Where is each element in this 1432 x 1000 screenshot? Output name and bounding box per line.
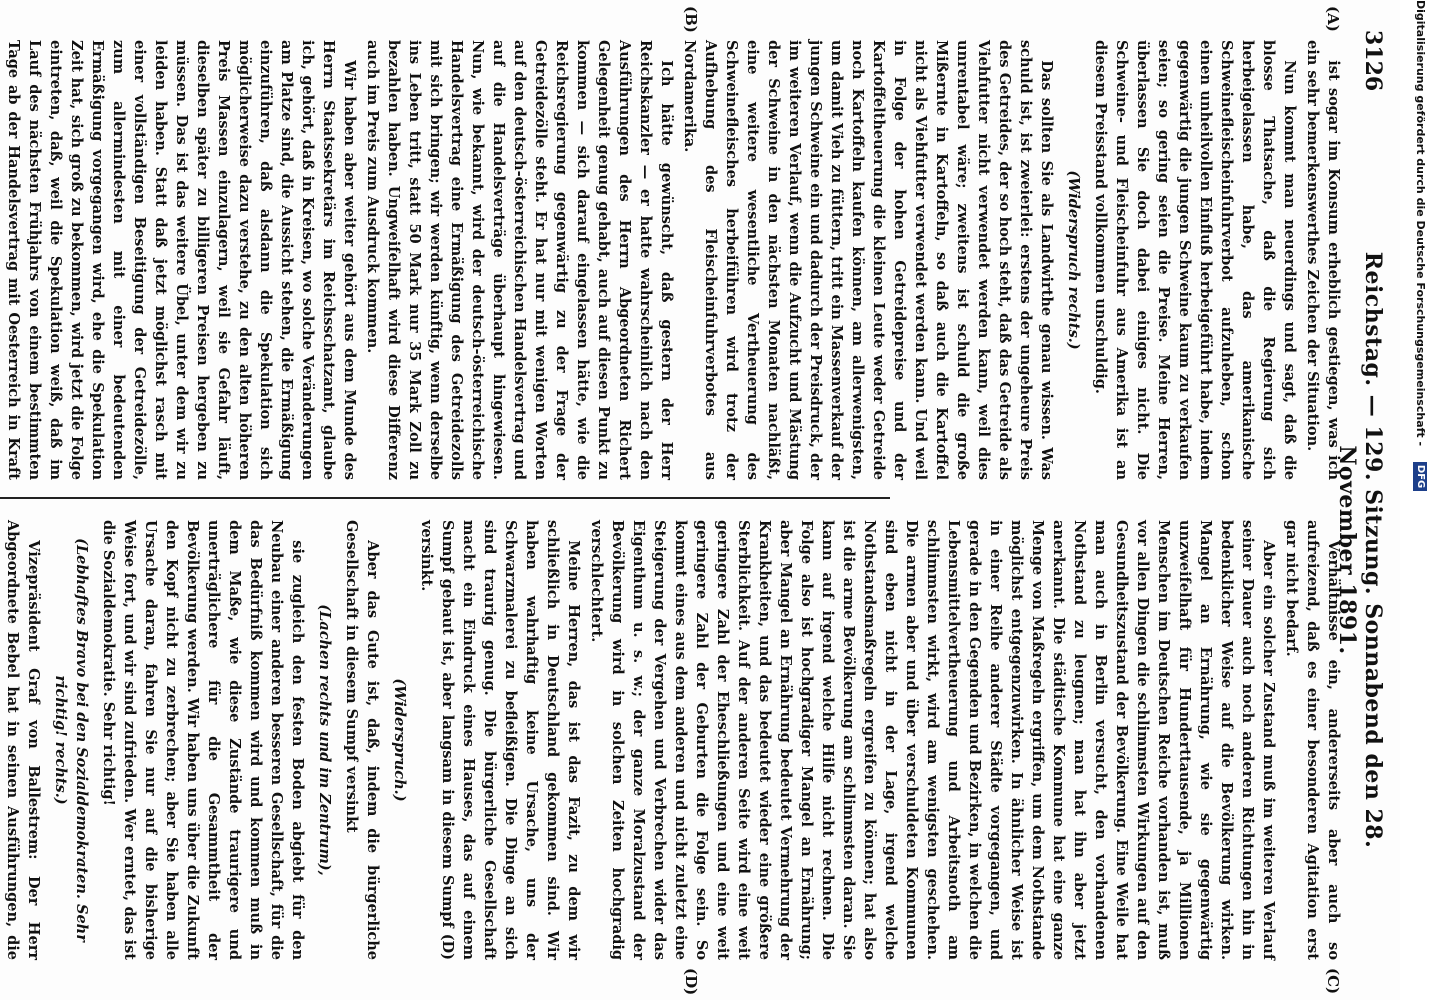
interjection: (Widerspruch rechts.) <box>1065 170 1082 350</box>
paragraph: Das sollten Sie als Landwirthe genau wissen. Was schuld ist, ist zweierlei: erstens der ungeheure Preis des Getreides, der so hoch steht, daß das Getreide als Viehfutter nicht verwendet werden kann, weil dies unrentabel wäre; zweitens ist schuld die große Mißernte in Kartoffeln, so daß auch die Kartoffel nicht als Viehfutter verwendet werden kann. Und weil in Folge der hohen Getreidepreise und der Kartoffeltheuerung die kleinen Leute weder Getreide noch Kartoffeln kaufen können, am allerwenigsten, um damit Vieh zu füttern, tritt ein Massenverkauf der jungen Schweine ein und dadurch der Preisdruck, der im weiteren Verlauf, wenn die Aufzucht und Mästung der Schweine in den nächsten Monaten nachläßt, eine weitere wesentliche Vertheuerung des Schweinefleisches herbeiführen wird trotz der Aufhebung des Fleischeinfuhrverbotes aus Nordamerika. <box>681 40 1055 480</box>
page-header <box>1334 30 1390 970</box>
paragraph: Wir haben aber weiter gehört aus dem Munde des Herrn Staatssekretärs im Reichsschatzamt, glaube ich, gehört, daß in Kreisen, wo solche Veränderungen am Platze sind, die Aussicht stehen, die Ermäßigung einzuführen, daß alsdann die Spekulation sich möglicherweise dazu verstehe, zu den alten höheren Preis Massen einzulagern, weil sie Gefahr läuft, dieselben später zu billigeren Preisen hergeben zu müssen. Das ist das weitere Übel, unter dem wir zu leiden haben. Statt daß jetzt möglichst rasch mit einer vollständigen Beseitigung der Getreidezölle, zum allermindesten mit einer bedeutenden Ermäßigung vorgegangen wird, ehe die Spekulation Zeit hat, sich groß zu bekommen, wird jetzt die Folge eintreten, daß, weil die Spekulation weiß, daß im Lauf des nächsten Frühjahrs von einem bestimmten Tage ab der Handelsvertrag mit Oesterreich in Kraft <box>5 40 358 480</box>
margin-marker-d: (D) <box>682 968 700 996</box>
interjection: (Lachen rechts und im Zentrum), <box>316 604 333 876</box>
page-number: 3126 <box>1360 30 1386 92</box>
paragraph: Nun kommt man neuerdings und sagt, daß die blosse Thatsache, daß die Regierung sich herbeigelassen habe, das amerikanische Schweinefleischeinfuhrverbot aufzuheben, schon einen unheilvollen Einfluß herbeigeführt habe, indem gegenwärtig die jungen Schweine kaum zu verkaufen seien; so gering seien die Preise. Meine Herren, überlassen Sie doch dabei einiges nicht. Die Schweine- und Fleischeinfuhr aus Amerika ist an diesem Preisstand vollkommen unschuldig. <box>1092 40 1298 480</box>
margin-marker-a: (A) <box>1324 6 1342 32</box>
paragraph: Aber das Gute ist, daß, indem die bürgerliche Gesellschaft in diesem Sumpf versinkt <box>343 520 381 960</box>
column-divider <box>0 497 890 499</box>
footer-text: Digitalisierung gefördert durch die Deutsche Forschungsgemeinschaft - <box>1414 0 1427 447</box>
interjection: (Lebhaftes Bravo bei den Sozialdemokraten. Sehr richtig! rechts.) <box>52 538 90 942</box>
footer-credit <box>1408 0 1432 1000</box>
paragraph: Vizepräsident Graf von Ballestrem: Der Herr Abgeordnete Bebel hat in seinen Ausführungen, die <box>4 520 42 960</box>
paragraph: ist sogar im Konsum erheblich gestiegen, was ich ein sehr bemerkenswerthes Zeichen der Situation. <box>1304 40 1342 480</box>
paragraph: Meine Herren, das ist das Fazit, zu dem wir schließlich in Deutschland gekommen sind. Wir haben wahrhaftig keine Ursache, uns der Schwarzmalerei zu befleißigen. Die Dinge an sich sind traurig genug. Die bürgerliche Gesellschaft macht ein Eindruck eines Hauses, das auf einem Sumpf gebaut ist, aber langsam in diesem Sumpf (D) versinkt. <box>418 520 582 960</box>
page-title: Reichstag. — 129. Sitzung. Sonnabend den 28. November 1891. <box>1334 251 1386 849</box>
interjection: (Widerspruch.) <box>391 678 408 802</box>
paragraph: Verhältnisse ein, andererseits aber auch so aufreizend, daß es einer besonderen Agitation erst gar nicht bedarf. <box>1283 520 1342 960</box>
left-column <box>5 40 1344 480</box>
margin-marker-c: (C) <box>1324 968 1342 995</box>
paragraph: sie zugleich den festen Boden abgiebt für den Neubau einer anderen besseren Gesellschaft, für die das Bedürfniß kommen wird und kommen muß in dem Maße, wie diese Zustände traurigere und unerträglichere für die Gesammtheit der Bevölkerung werden. Wir haben uns über die Zukunft den Kopf nicht zu zerbrechen; aber Sie haben alle Ursache daran, fahren Sie nur auf die bisherige Weise fort, und wir sind zufrieden. Wer erntet, das ist die Sozialdemokratie. Sehr richtig! <box>100 520 306 960</box>
dfg-logo-icon: DFG <box>1413 462 1427 491</box>
margin-marker-b: (B) <box>682 6 700 33</box>
paragraph: Ich hätte gewünscht, daß gestern der Herr Reichskanzler — er hatte wahrscheinlich nach den Ausführungen des Herrn Abgeordneten Richert Gelegenheit genug gehabt, auch auf diesen Punkt zu kommen — sich darauf eingelassen hätte, wie die Reichsregierung gegenwärtig zu der Frage der Getreidezölle steht. Er hat nur mit wenigen Worten auf den deutsch-österreichischen Handelsvertrag und auf die Handelsverträge überhaupt hingewiesen. Nun, wie bekannt, wird der deutsch-österreichische Handelsvertrag eine Ermäßigung des Getreidezolls mit sich bringen; wir werden künftig, wenn derselbe ins Leben tritt, statt 50 Mark nur 35 Mark Zoll zu bezahlen haben. Ungweifelhaft wird diese Differenz auch im Preis zum Ausdruck kommen. <box>364 40 675 480</box>
paragraph: Aber ein solcher Zustand muß im weiteren Verlauf seiner Dauer auch noch anderen Richtungen hin in bedenklicher Weise auf die Bevölkerung wirken. Mangel an Ernährung, wie sie gegenwärtig unzweifelhaft für Hunderttausende, ja Millionen Menschen im Deutschen Reiche vorhanden ist, muß vor allen Dingen die schlimmsten Wirkungen auf den Gesundheitszustand der Bevölkerung. Eine Weile hat man auch in Berlin versucht, den vorhandenen Nothstand zu leugnen; man hat ihn aber jetzt anerkannt. Die städtische Kommune hat eine ganze Menge von Maßregeln ergriffen, um dem Nothstande möglichst entgegenzuwirken. In ähnlicher Weise ist in einer Reihe anderer Städte vorgegangen, und gerade in den Gegenden und Bezirken, in welchen die Lebensmittelvertheuerung und Arbeitsnoth am schlimmsten wirkt, wird am wenigsten geschehen. Die armen aber und über verschuldeten Kommunen sind eben nicht in der Lage, irgend welche Nothstandsmaßregeln ergreifen zu können; hat also ist die arme Bevölkerung am schlimmsten daran. Sie kann auf irgend welche Hilfe nicht rechnen. Die Folge also ist hochgradiger Mangel an Ernährung; aber Mangel an Ernährung bedeutet Vermehrung der Krankheiten, und das bedeutet wieder eine größere Sterblichkeit. Auf der anderen Seite wird eine weit geringere Zahl der Eheschließungen und eine weit geringere Zahl der Geburten die Folge sein. So kommt eines aus dem anderen und nicht zuletzt eine Steigerung der Vergehen und Verbrechen wider das Eigenthum u. s. w.; der ganze Moralzustand der Bevölkerung wird in solchen Zeiten hochgradig verschlechtert. <box>588 520 1277 960</box>
right-column <box>4 520 1344 960</box>
footer-strip <box>1408 0 1432 1000</box>
